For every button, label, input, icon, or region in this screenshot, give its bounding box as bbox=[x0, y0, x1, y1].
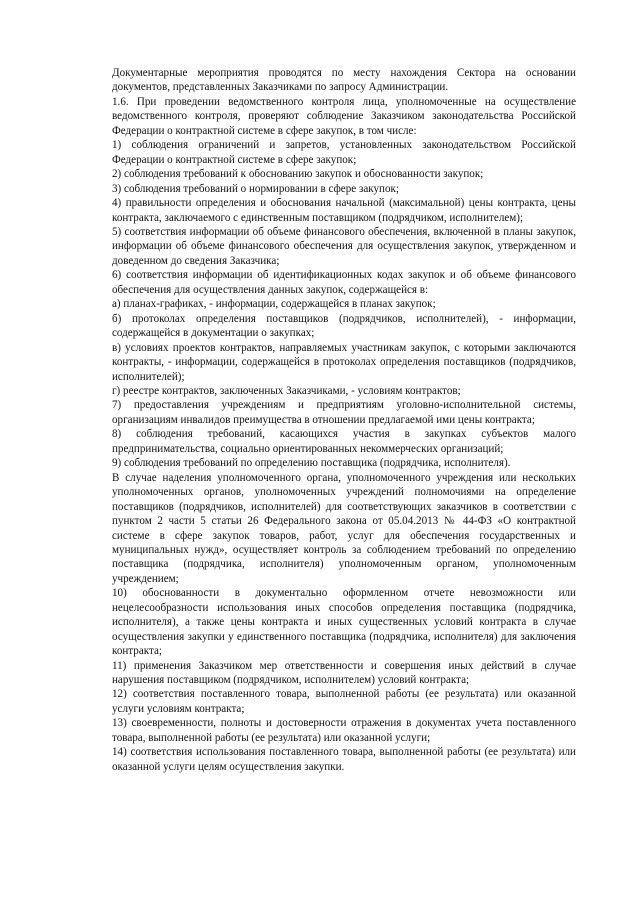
list-item-4: 4) правильности определения и обоснования начальной (максимальной) цены контракта, цены контракта, заключаемого с единственным поставщиком (подрядчиком, исполнителем); bbox=[112, 197, 576, 224]
list-item-14: 14) соответствия использования поставленного товара, выполненной работы (ее результата) или оказанной услуги целям осуществления закупки. bbox=[112, 746, 576, 773]
list-item-7: 7) предоставления учреждениям и предприятиям уголовно-исполнительной системы, организациям инвалидов преимущества в отношении предлагаемой ими цены контракта; bbox=[112, 399, 576, 426]
list-item-6: 6) соответствия информации об идентификационных кодах закупок и об объеме финансового обеспечения для осуществления данных закупок, содержащейся в: bbox=[112, 269, 576, 296]
list-subitem-v: в) условиях проектов контрактов, направляемых участникам закупок, с которыми заключаются контракты, - информации, содержащейся в протоколах определения поставщиков (подрядчиков, исполнителей); bbox=[112, 341, 576, 383]
paragraph-authorized-body: В случае наделения уполномоченного органа, уполномоченного учреждения или нескольких уполномоченных органов, уполномоченных учреждений полномочиями на определение поставщиков (подрядчиков, исполнителей) для соответствующих заказчиков в соответствии с пунктом 2 части 5 статьи 26 Федерального закона от 05.04.2013 № 44-ФЗ «О контрактной системе в сфере закупок товаров, работ, услуг для обеспечения государственных и муниципальных нужд», осуществляет контроль за соблюдением требований по определению поставщика (подрядчика, исполнителя) уполномоченным органом, уполномоченным учреждением; bbox=[112, 471, 576, 585]
list-item-10: 10) обоснованности в документально оформленном отчете невозможности или нецелесообразности использования иных способов определения поставщика (подрядчика, исполнителя), а также цены контракта и иных существенных условий контракта в случае осуществления закупки у единственного поставщика (подрядчика, исполнителя) для заключения контракта; bbox=[112, 587, 576, 658]
list-item-9: 9) соблюдения требований по определению поставщика (подрядчика, исполнителя). bbox=[112, 457, 511, 470]
list-item-13: 13) своевременности, полноты и достоверности отражения в документах учета поставленного товара, выполненной работы (ее результата) или оказанной услуги; bbox=[112, 717, 576, 744]
list-item-3: 3) соблюдения требований о нормировании в сфере закупок; bbox=[112, 182, 399, 195]
list-item-12: 12) соответствия поставленного товара, выполненной работы (ее результата) или оказанной услуги условиям контракта; bbox=[112, 688, 576, 715]
paragraph-section-1-6: 1.6. При проведении ведомственного контроля лица, уполномоченные на осуществление ведомственного контроля, проверяют соблюдение Заказчиком законодательства Российской Федерации о контрактной системе в сфере закупок, в том числе: bbox=[112, 95, 576, 137]
list-subitem-b: б) протоколах определения поставщиков (подрядчиков, исполнителей), - информации, содержащейся в документации о закупках; bbox=[112, 312, 576, 340]
list-item-8: 8) соблюдения требований, касающихся участия в закупках субъектов малого предпринимательства, социально ориентированных некоммерческих организаций; bbox=[112, 428, 576, 455]
document-page bbox=[112, 66, 576, 774]
paragraph-documentary-measures: Документарные мероприятия проводятся по месту нахождения Сектора на основании документов, представленных Заказчиками по запросу Администрации. bbox=[112, 67, 576, 94]
list-item-2: 2) соблюдения требований к обоснованию закупок и обоснованности закупок; bbox=[112, 168, 484, 181]
list-item-1: 1) соблюдения ограничений и запретов, установленных законодательством Российской Федерации о контрактной системе в сфере закупок; bbox=[112, 139, 576, 166]
list-subitem-a: а) планах-графиках, - информации, содержащейся в планах закупок; bbox=[112, 298, 436, 311]
list-item-5: 5) соответствия информации об объеме финансового обеспечения, включенной в планы закупок, информации об объеме финансового обеспечения для осуществления закупок, утвержденном и доведенном до сведения Заказчика; bbox=[112, 225, 576, 267]
list-subitem-g: г) реестре контрактов, заключенных Заказчиками, - условиям контрактов; bbox=[112, 384, 461, 397]
list-item-11: 11) применения Заказчиком мер ответственности и совершения иных действий в случае нарушения поставщиком (подрядчиком, исполнителем) условий контракта; bbox=[112, 659, 576, 687]
